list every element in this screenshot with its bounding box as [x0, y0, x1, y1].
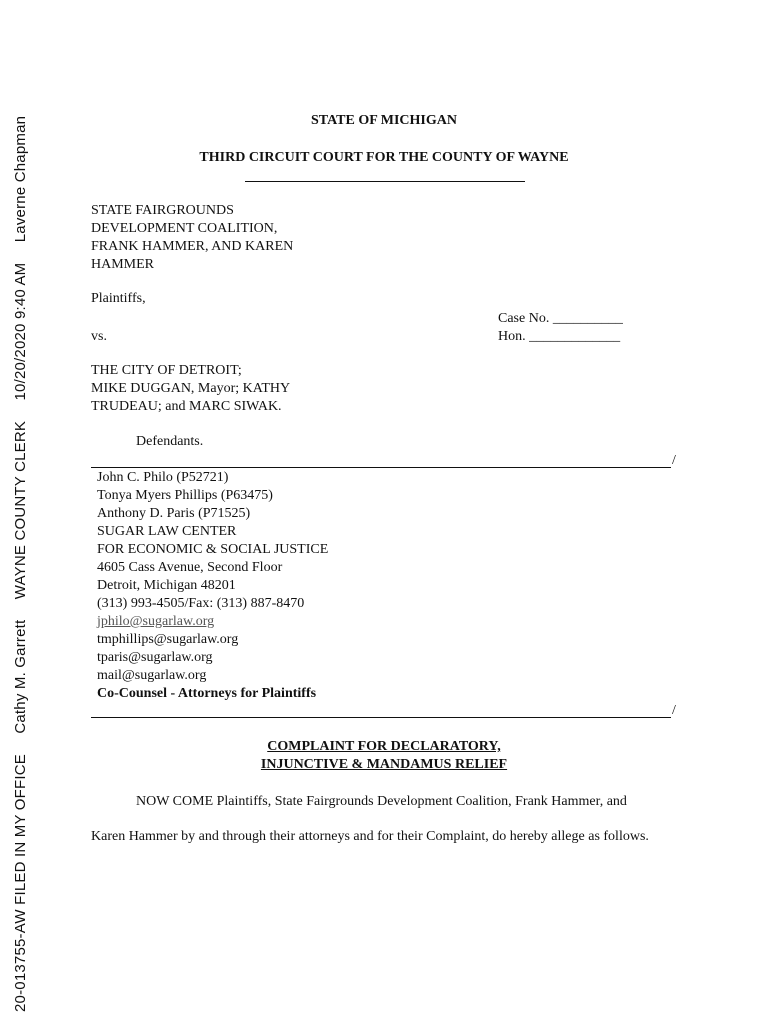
plaintiffs-label: Plaintiffs,	[91, 291, 146, 306]
counsel-line: John C. Philo (P52721)	[97, 470, 229, 485]
honorable-judge: Hon. _____________	[498, 329, 621, 344]
counsel-line: FOR ECONOMIC & SOCIAL JUSTICE	[97, 542, 329, 557]
counsel-email: tparis@sugarlaw.org	[97, 650, 213, 665]
counsel-line: Tonya Myers Phillips (P63475)	[97, 488, 273, 503]
stamp-case-filed: 20-013755-AW FILED IN MY OFFICE	[12, 754, 29, 1012]
state-heading: STATE OF MICHIGAN	[311, 113, 457, 128]
counsel-line: (313) 993-4505/Fax: (313) 887-8470	[97, 596, 305, 611]
counsel-line: Anthony D. Paris (P71525)	[97, 506, 251, 521]
complaint-title-line-2: INJUNCTIVE & MANDAMUS RELIEF	[260, 757, 508, 772]
counsel-line: 4605 Cass Avenue, Second Floor	[97, 560, 283, 575]
defendant-line: MIKE DUGGAN, Mayor; KATHY	[91, 381, 291, 396]
counsel-email: tmphillips@sugarlaw.org	[97, 632, 239, 647]
divider-slash: /	[672, 703, 676, 718]
stamp-clerk-name: Cathy M. Garrett	[12, 619, 29, 734]
versus-label: vs.	[91, 329, 107, 344]
counsel-role: Co-Counsel - Attorneys for Plaintiffs	[97, 686, 317, 701]
defendants-label: Defendants.	[136, 434, 204, 449]
heading-underline	[245, 181, 525, 182]
case-number: Case No. __________	[498, 311, 623, 326]
counsel-block	[97, 469, 328, 703]
plaintiff-line: FRANK HAMMER, AND KAREN	[91, 239, 294, 254]
counsel-divider	[91, 717, 671, 718]
email-link[interactable]: jphilo@sugarlaw.org	[97, 614, 215, 629]
stamp-datetime: 10/20/2020 9:40 AM	[12, 262, 29, 401]
complaint-paragraph-line-2: Karen Hammer by and through their attorneys and for their Complaint, do hereby allege as follows.	[91, 829, 649, 844]
defendant-line: TRUDEAU; and MARC SIWAK.	[91, 399, 282, 414]
defendants-block	[91, 362, 290, 416]
counsel-line: Detroit, Michigan 48201	[97, 578, 236, 593]
court-heading: THIRD CIRCUIT COURT FOR THE COUNTY OF WAYNE	[199, 150, 569, 165]
divider-slash: /	[672, 453, 676, 468]
complaint-title-line-1: COMPLAINT FOR DECLARATORY,	[267, 739, 501, 754]
defendant-line: THE CITY OF DETROIT;	[91, 363, 242, 378]
caption-divider	[91, 467, 671, 468]
plaintiff-line: DEVELOPMENT COALITION,	[91, 221, 278, 236]
stamp-deputy: Laverne Chapman	[12, 115, 29, 243]
counsel-email: mail@sugarlaw.org	[97, 668, 207, 683]
plaintiff-line: STATE FAIRGROUNDS	[91, 203, 234, 218]
complaint-paragraph-line-1: NOW COME Plaintiffs, State Fairgrounds Development Coalition, Frank Hammer, and	[136, 794, 627, 809]
counsel-line: SUGAR LAW CENTER	[97, 524, 237, 539]
plaintiffs-block	[91, 202, 293, 274]
plaintiff-line: HAMMER	[91, 257, 155, 272]
stamp-clerk-title: WAYNE COUNTY CLERK	[12, 420, 29, 600]
filing-stamp	[12, 100, 30, 1012]
